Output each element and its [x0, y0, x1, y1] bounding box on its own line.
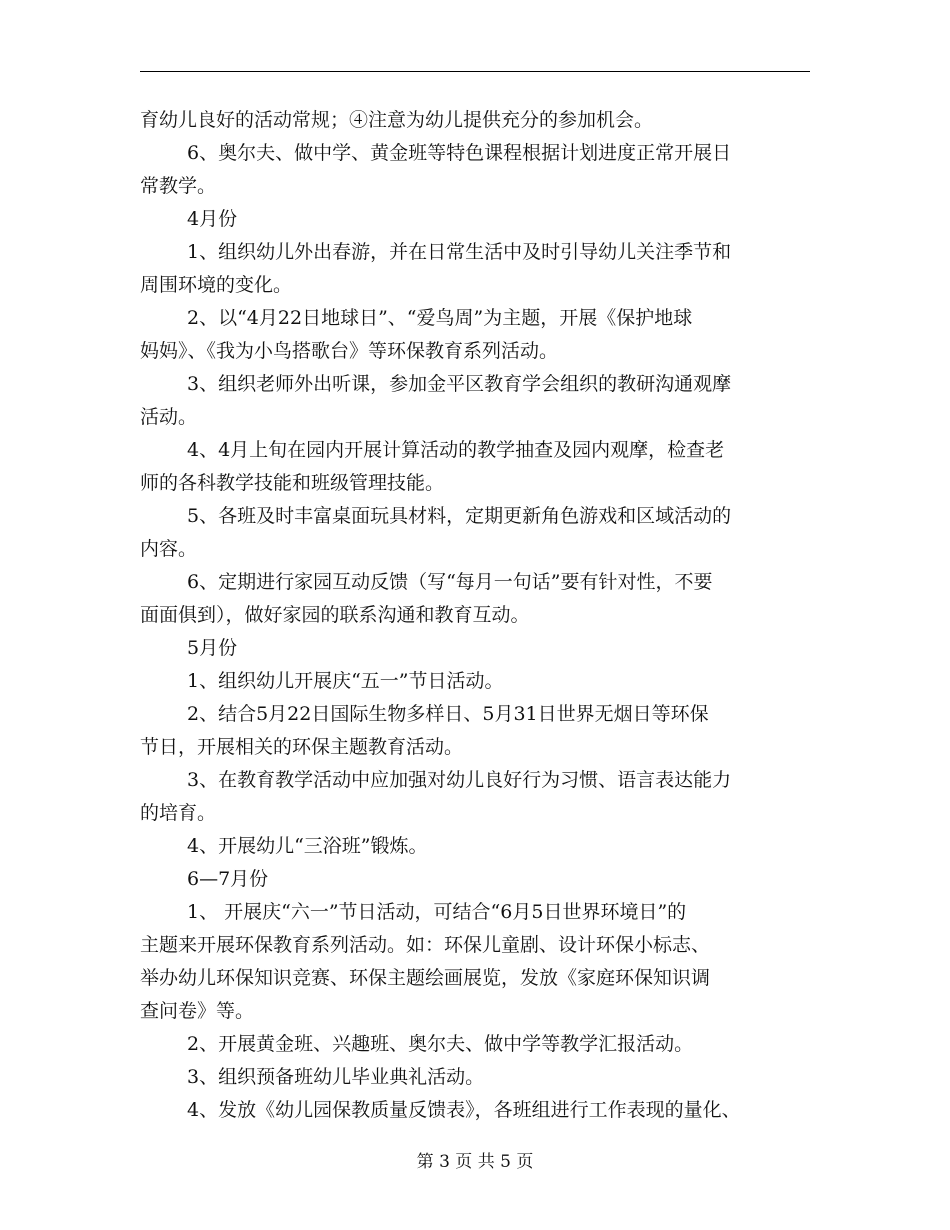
text-line: 举办幼儿环保知识竞赛、环保主题绘画展览，发放《家庭环保知识调	[140, 967, 711, 989]
text-line: 6、奥尔夫、做中学、黄金班等特色课程根据计划进度正常开展日	[187, 142, 732, 164]
text-line: 3、组织老师外出听课，参加金平区教育学会组织的教研沟通观摩	[187, 373, 732, 395]
text-line: 妈妈》、《我为小鸟搭歌台》等环保教育系列活动。	[140, 340, 559, 362]
header-rule	[140, 71, 810, 72]
text-line: 活动。	[140, 406, 198, 428]
text-line: 育幼儿良好的活动常规；④注意为幼儿提供充分的参加机会。	[140, 109, 654, 131]
text-line: 4、发放《幼儿园保教质量反馈表》，各班组进行工作表现的量化、	[187, 1099, 741, 1121]
section-heading: 6—7月份	[187, 868, 269, 890]
text-line: 面面俱到），做好家园的联系沟通和教育互动。	[140, 604, 530, 626]
text-line: 节日，开展相关的环保主题教育活动。	[140, 736, 464, 758]
text-line: 2、以“4月22日地球日”、“爱鸟周”为主题，开展《保护地球	[187, 307, 693, 329]
text-line: 查问卷》等。	[140, 1000, 255, 1022]
text-line: 5、各班及时丰富桌面玩具材料，定期更新角色游戏和区域活动的	[187, 505, 732, 527]
text-line: 3、组织预备班幼儿毕业典礼活动。	[187, 1066, 485, 1088]
text-line: 师的各科教学技能和班级管理技能。	[140, 472, 445, 494]
text-line: 4、4月上旬在园内开展计算活动的教学抽查及园内观摩，检查老	[187, 439, 725, 461]
text-line: 1、组织幼儿开展庆“五一”节日活动。	[187, 670, 504, 692]
text-line: 内容。	[140, 538, 198, 560]
page-footer: 第 3 页 共 5 页	[416, 1152, 534, 1172]
text-line: 主题来开展环保教育系列活动。如：环保儿童剧、设计环保小标志、	[140, 934, 711, 956]
section-heading: 4月份	[187, 208, 238, 230]
text-line: 1、组织幼儿外出春游，并在日常生活中及时引导幼儿关注季节和	[187, 241, 732, 263]
text-line: 4、开展幼儿“三浴班”锻炼。	[187, 835, 428, 857]
text-line: 周围环境的变化。	[140, 274, 293, 296]
text-line: 常教学。	[140, 175, 217, 197]
text-line: 2、结合5月22日国际生物多样日、5月31日世界无烟日等环保	[187, 703, 709, 725]
text-line: 6、定期进行家园互动反馈（写“每月一句话”要有针对性，不要	[187, 571, 713, 593]
document-body	[140, 104, 810, 1127]
section-heading: 5月份	[187, 637, 238, 659]
text-line: 的培育。	[140, 802, 217, 824]
text-line: 3、在教育教学活动中应加强对幼儿良好行为习惯、语言表达能力	[187, 769, 732, 791]
text-line: 2、开展黄金班、兴趣班、奥尔夫、做中学等教学汇报活动。	[187, 1033, 694, 1055]
text-line: 1、 开展庆“六一”节日活动，可结合“6月5日世界环境日”的	[187, 901, 687, 923]
